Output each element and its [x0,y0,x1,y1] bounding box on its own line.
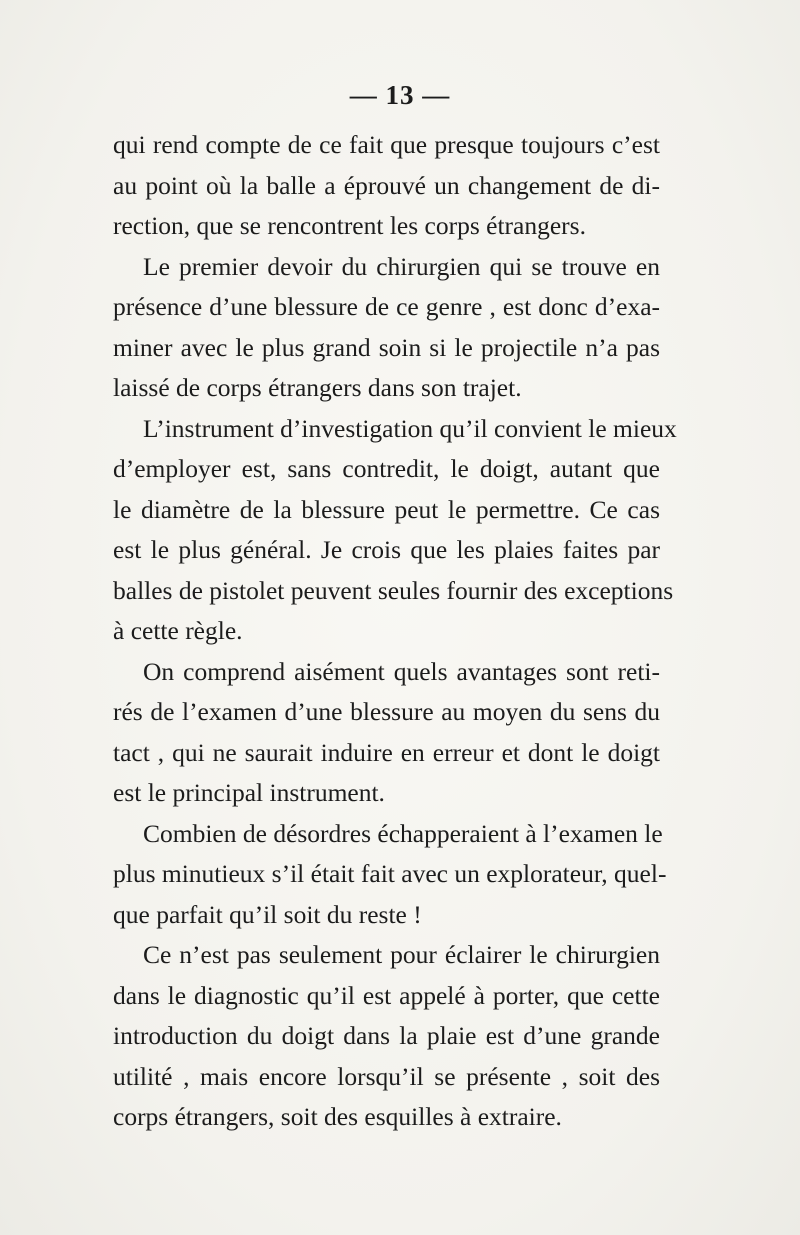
text-line: d’employer est, sans contredit, le doigt, autant que [113,454,660,483]
text-line: rés de l’examen d’une blessure au moyen du sens du [113,697,660,726]
text-line: laissé de corps étrangers dans son trajet. [113,373,522,402]
text-line: Combien de désordres échapperaient à l’examen le [143,818,663,848]
text-line: On comprend aisément quels avantages sont reti- [143,656,660,686]
text-line: est le plus général. Je crois que les plaies faites par [113,535,660,564]
text-line: miner avec le plus grand soin si le projectile n’a pas [113,332,660,362]
text-line: qui rend compte de ce fait que presque toujours c’est [113,130,660,159]
text-line: L’instrument d’investigation qu’il convient le mieux [143,413,677,443]
text-line: à cette règle. [113,616,243,645]
body-text [113,125,677,1138]
text-line: que parfait qu’il soit du reste ! [113,899,422,929]
text-line: balles de pistolet peuvent seules fournir des exceptions [113,575,674,605]
text-line: est le principal instrument. [113,778,385,807]
text-line: introduction du doigt dans la plaie est d’une grande [113,1021,660,1050]
text-line: rection, que se rencontrent les corps étrangers. [113,211,586,240]
text-line: au point où la balle a éprouvé un changement de di- [113,170,660,200]
page-number: — 13 — [349,80,451,110]
text-line: tact , qui ne saurait induire en erreur et dont le doigt [113,737,660,767]
text-line: Le premier devoir du chirurgien qui se trouve en [143,251,660,281]
text-line: corps étrangers, soit des esquilles à extraire. [113,1102,562,1131]
text-line: Ce n’est pas seulement pour éclairer le chirurgien [143,940,660,969]
text-line: utilité , mais encore lorsqu’il se présente , soit des [113,1061,660,1091]
text-line: plus minutieux s’il était fait avec un explorateur, quel- [113,859,667,888]
text-line: dans le diagnostic qu’il est appelé à porter, que cette [113,980,660,1010]
text-line: le diamètre de la blessure peut le permettre. Ce cas [113,494,660,524]
text-line: présence d’une blessure de ce genre , est donc d’exa- [113,292,660,321]
